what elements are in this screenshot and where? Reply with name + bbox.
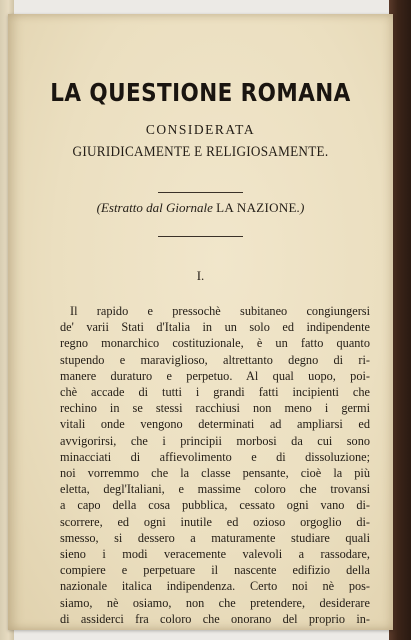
body-line: di assiderci fra coloro che onorano del proprio in- — [60, 611, 370, 626]
book-page — [8, 14, 393, 630]
extract-suffix: .) — [296, 200, 305, 215]
document-subtitle-2: GIURIDICAMENTE E RELIGIOSAMENTE. — [72, 144, 329, 160]
body-line: smesso, si dessero a maturamente studiare quali — [60, 530, 370, 545]
body-line: scorrere, ed ogni inutile ed ozioso orgoglio di- — [60, 514, 370, 529]
body-line: nazionale italica indipendenza. Certo noi nè pos- — [60, 579, 370, 594]
extract-note — [8, 200, 393, 216]
extract-newspaper-name: LA NAZIONE — [216, 200, 297, 215]
body-line: noi vorremmo che la classe pensante, cioè la più — [60, 466, 370, 480]
section-numeral: I. — [196, 268, 205, 283]
body-line: siamo, nè osiamo, non che pretendere, desiderare — [60, 595, 370, 610]
body-line: de' varii Stati d'Italia in un solo ed indipendente — [60, 320, 370, 335]
body-line: Il rapido e pressochè subitaneo congiungersi — [70, 304, 370, 318]
body-line: sieno i modi veracemente valevoli a rassodare, — [60, 547, 370, 561]
document-subtitle: CONSIDERATA — [145, 122, 256, 137]
body-line: minacciati di affievolimento e di dissoluzione; — [60, 449, 370, 464]
body-line: vitali onde vengono determinati ad ampliarsi ed — [60, 417, 370, 432]
extract-prefix: (Estratto dal Giornale — [96, 200, 217, 215]
body-line: stupendo e maraviglioso, altrettanto degno di ri- — [60, 352, 370, 367]
body-line: avvigorirsi, che i principii morbosi da cui sono — [60, 433, 370, 448]
body-line: a capo della cosa pubblica, cessato ogni vano di- — [60, 498, 370, 513]
body-line: manere duraturo e perpetuo. Al qual uopo, poi- — [60, 368, 370, 383]
document-title: LA QUESTIONE ROMANA — [50, 78, 351, 107]
body-line: eletta, degl'Italiani, e massime coloro che trovansi — [60, 482, 370, 497]
body-line: rechino in se stessi racchiusi non meno i germi — [60, 401, 370, 416]
rule-top — [158, 192, 243, 193]
body-line: regno monarchico costituzionale, è un fatto quanto — [60, 336, 370, 351]
body-line: compiere e perpetuare il nascente edifizio della — [60, 563, 370, 578]
rule-bottom — [158, 236, 243, 237]
body-line: chè accade di tutti i grandi fatti incipienti che — [60, 385, 370, 399]
